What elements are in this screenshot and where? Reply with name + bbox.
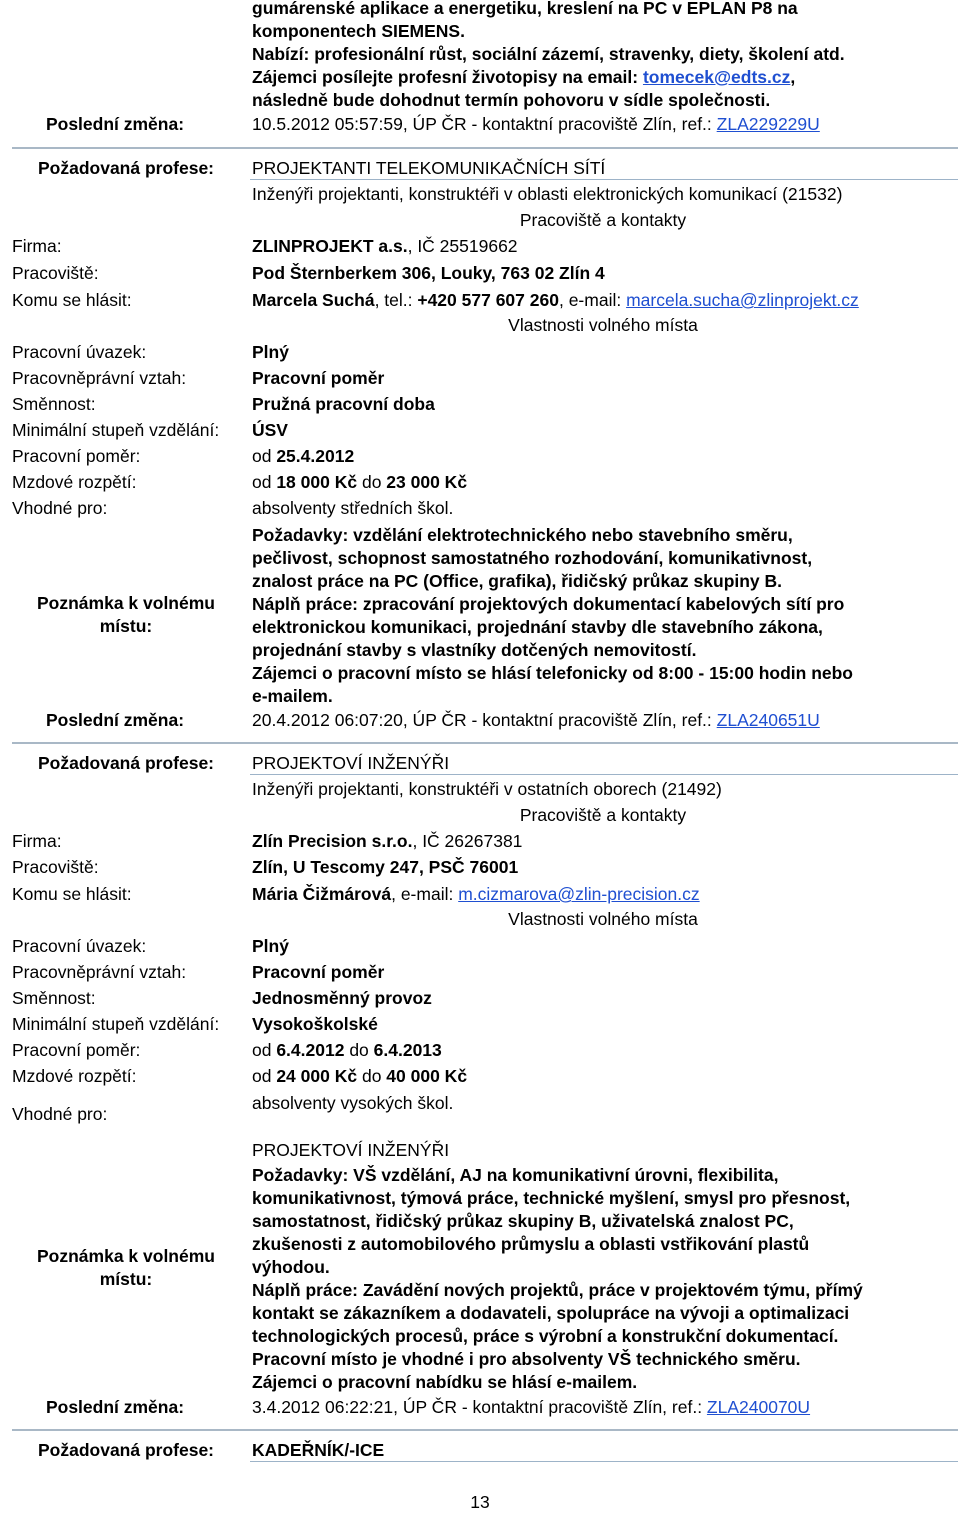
previous-note-text: gumárenské aplikace a energetiku, kreslení na PC v EPLAN P8 na komponentech SIEMENS. Nabízí: profesionální růst, sociální zázemí, stravenky, diety, školení atd. Zájemci posílejte profesní životopisy na email: tomecek@edts.cz, následně bude dohodnut termín pohovoru v sídle společnosti.	[252, 0, 845, 110]
email-link[interactable]: tomecek@edts.cz	[642, 67, 791, 87]
job-note: Požadavky: VŠ vzdělání, AJ na komunikativní úrovni, flexibilita, komunikativnost, týmová práce, technické myšlení, smysl pro přesnost, samostatnost, řidičský průkaz skupiny B, uživatelská znalost PC, zkušenosti z automobilového průmyslu a oblasti vstřikování plastů výhodou. Náplň práce: Zavádění nových projektů, práce v projektovém týmu, přímý kontakt se zákazníkem a dodavateli, spolupráce na vývoji a optimalizaci technologických procesů, práce s výrobní a konstrukční dokumentací. Pracovní místo je vhodné i pro absolventy VŠ technického směru. Zájemci o pracovní nabídku se hlásí e-mailem.	[252, 1165, 863, 1392]
job-title: PROJEKTOVÍ INŽENÝŘI	[252, 753, 450, 773]
ref-link[interactable]: ZLA240070U	[706, 1397, 811, 1417]
separator	[12, 147, 958, 149]
ref-link[interactable]: ZLA240651U	[716, 710, 820, 730]
ref-link[interactable]: ZLA229229U	[716, 114, 820, 134]
job-note: Požadavky: vzdělání elektrotechnického nebo stavebního směru, pečlivost, schopnost samostatného rozhodování, komunikativnost, znalost práce na PC (Office, grafika), řidičský průkaz skupiny B. Náplň práce: zpracování projektových dokumentací kabelových sítí pro elektronickou komunikaci, projednání stavby dle stavebního zákona, projednání stavby s vlastníky dotčených nemovitostí. Zájemci o pracovní místo se hlásí telefonicky od 8:00 - 15:00 hodin nebo e-mailem.	[252, 525, 853, 706]
separator	[12, 1429, 958, 1431]
job-title: KADEŘNÍK/-ICE	[252, 1440, 385, 1460]
separator	[12, 742, 958, 744]
contact-email-link[interactable]: marcela.sucha@zlinprojekt.cz	[626, 290, 859, 310]
page-number: 13	[470, 1492, 490, 1512]
contact-email-link[interactable]: m.cizmarova@zlin-precision.cz	[458, 884, 700, 904]
job-title: PROJEKTANTI TELEKOMUNIKAČNÍCH SÍTÍ	[252, 158, 606, 178]
